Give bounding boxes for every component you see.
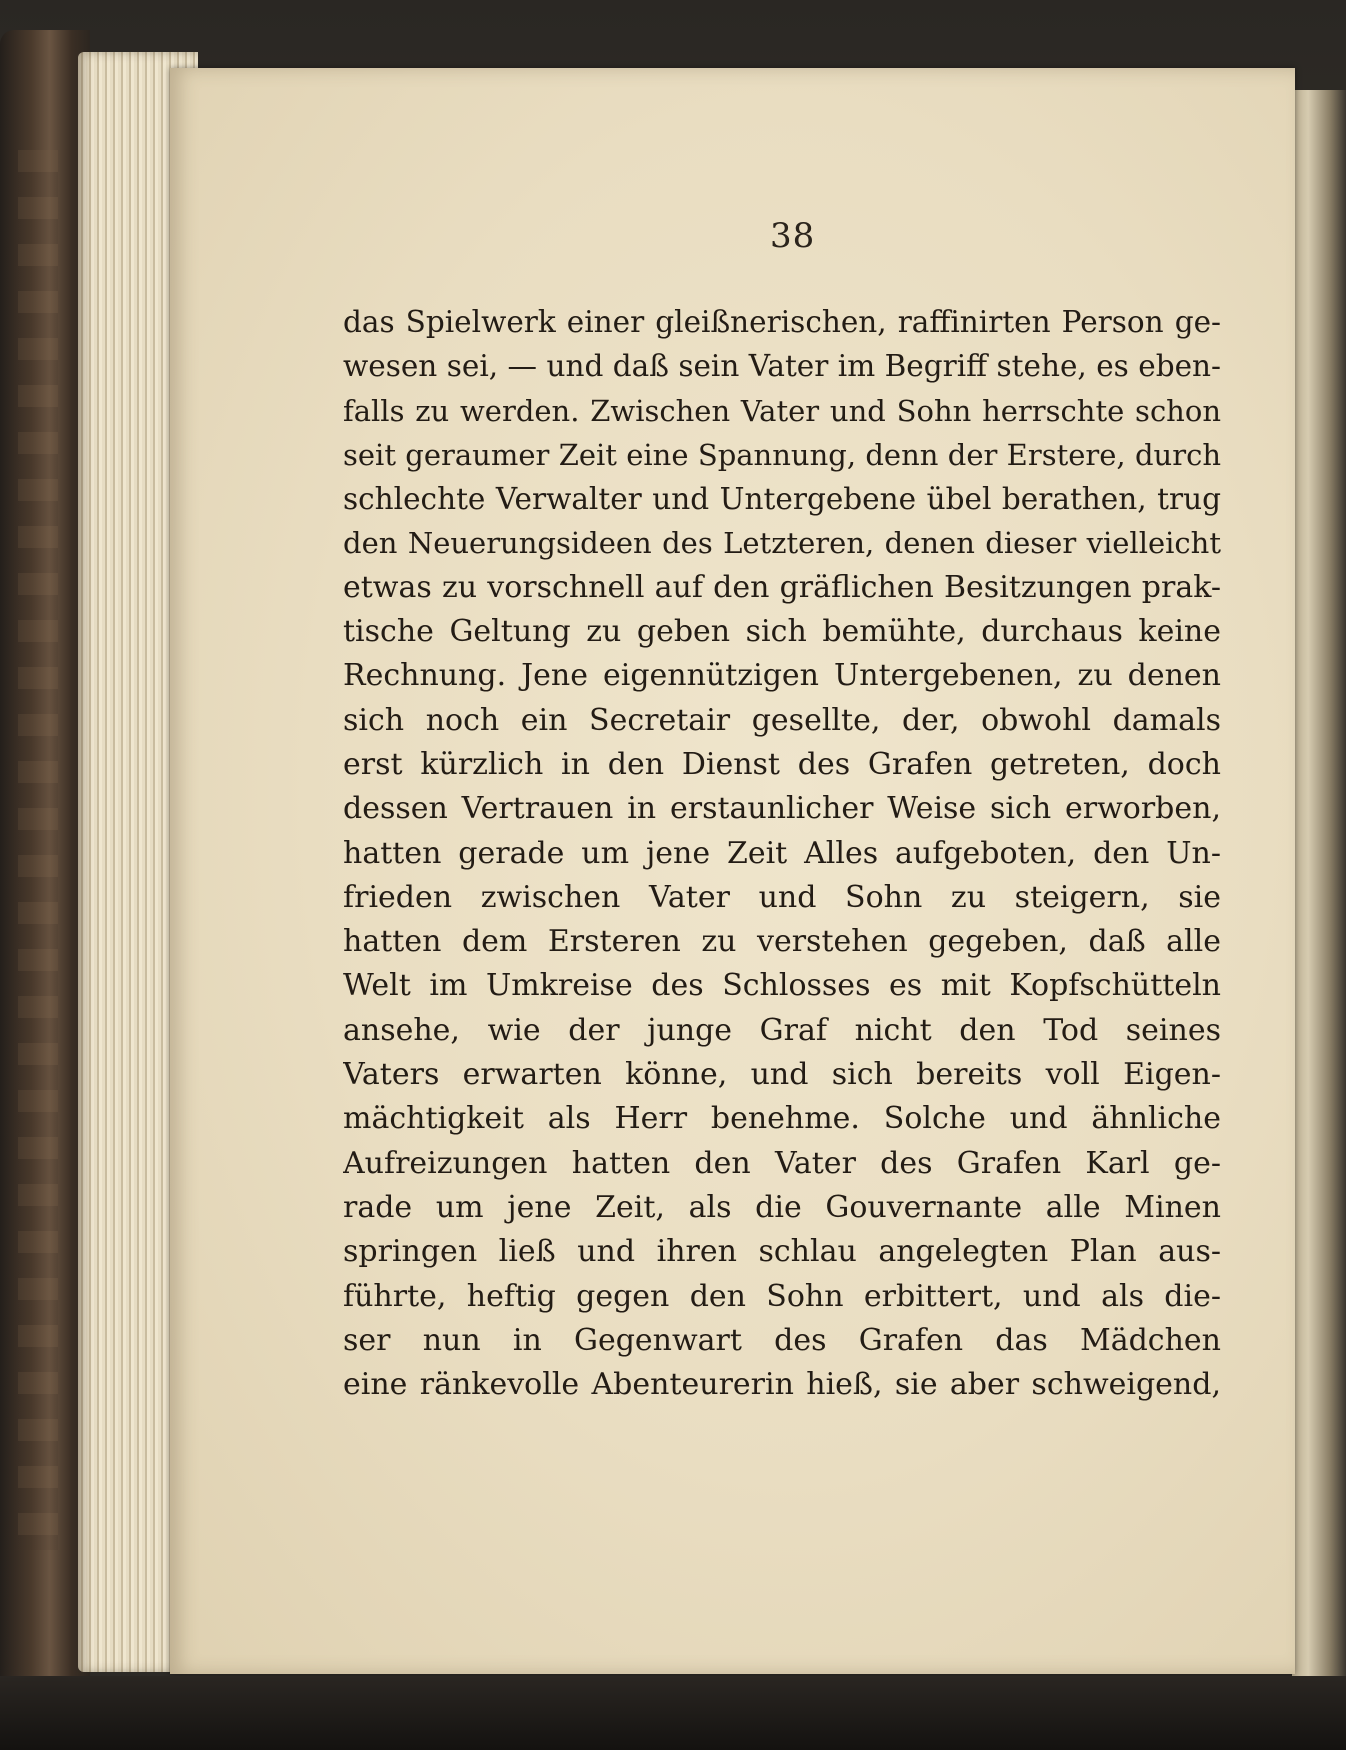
text-line: dessen Vertrauen in erstaunlicher Weise sich erworben, (343, 791, 1221, 827)
text-line: tische Geltung zu geben sich bemühte, durchaus keine (343, 614, 1221, 650)
text-line: Welt im Umkreise des Schlosses es mit Kopfschütteln (343, 968, 1221, 1004)
text-line: hatten dem Ersteren zu verstehen gegeben, daß alle (343, 924, 1221, 960)
book-cover-spine (0, 30, 90, 1710)
text-line: rade um jene Zeit, als die Gouvernante alle Minen (343, 1189, 1221, 1225)
text-line: springen ließ und ihren schlau angelegten Plan aus- (343, 1234, 1221, 1270)
text-line: etwas zu vorschnell auf den gräflichen Besitzungen prak- (343, 569, 1221, 605)
text-line: sich noch ein Secretair gesellte, der, obwohl damals (343, 702, 1221, 738)
text-line: ser nun in Gegenwart des Grafen das Mädchen (343, 1322, 1221, 1358)
text-line: führte, heftig gegen den Sohn erbittert, und als die- (343, 1278, 1221, 1314)
text-line: eine ränkevolle Abenteurerin hieß, sie aber schweigend, (343, 1367, 1221, 1403)
text-line: hatten gerade um jene Zeit Alles aufgeboten, den Un- (343, 835, 1221, 871)
text-line: wesen sei, — und daß sein Vater im Begriff stehe, es eben- (343, 349, 1221, 384)
text-line: Vaters erwarten könne, und sich bereits voll Eigen- (343, 1057, 1221, 1093)
scan-bottom-border (0, 1676, 1346, 1750)
body-text (343, 300, 1221, 1407)
text-line: mächtigkeit als Herr benehme. Solche und ähnliche (343, 1101, 1221, 1137)
text-line: falls zu werden. Zwischen Vater und Sohn herrschte schon (343, 393, 1221, 428)
text-line: Rechnung. Jene eigennützigen Untergebenen, zu denen (343, 658, 1221, 694)
text-line: seit geraumer Zeit eine Spannung, denn der Erstere, durch (343, 437, 1221, 472)
text-line: ansehe, wie der junge Graf nicht den Tod seines (343, 1012, 1221, 1048)
text-line: Aufreizungen hatten den Vater des Grafen Karl ge- (343, 1145, 1221, 1181)
facing-page-edge (1292, 90, 1346, 1690)
text-line: das Spielwerk einer gleißnerischen, raffinirten Person ge- (343, 305, 1221, 339)
text-line: den Neuerungsideen des Letzteren, denen dieser vielleicht (343, 526, 1221, 561)
text-line: schlechte Verwalter und Untergebene übel berathen, trug (343, 482, 1221, 517)
text-line: frieden zwischen Vater und Sohn zu steigern, sie (343, 879, 1221, 915)
page-number: 38 (770, 216, 816, 256)
text-line: erst kürzlich in den Dienst des Grafen getreten, doch (343, 746, 1221, 782)
